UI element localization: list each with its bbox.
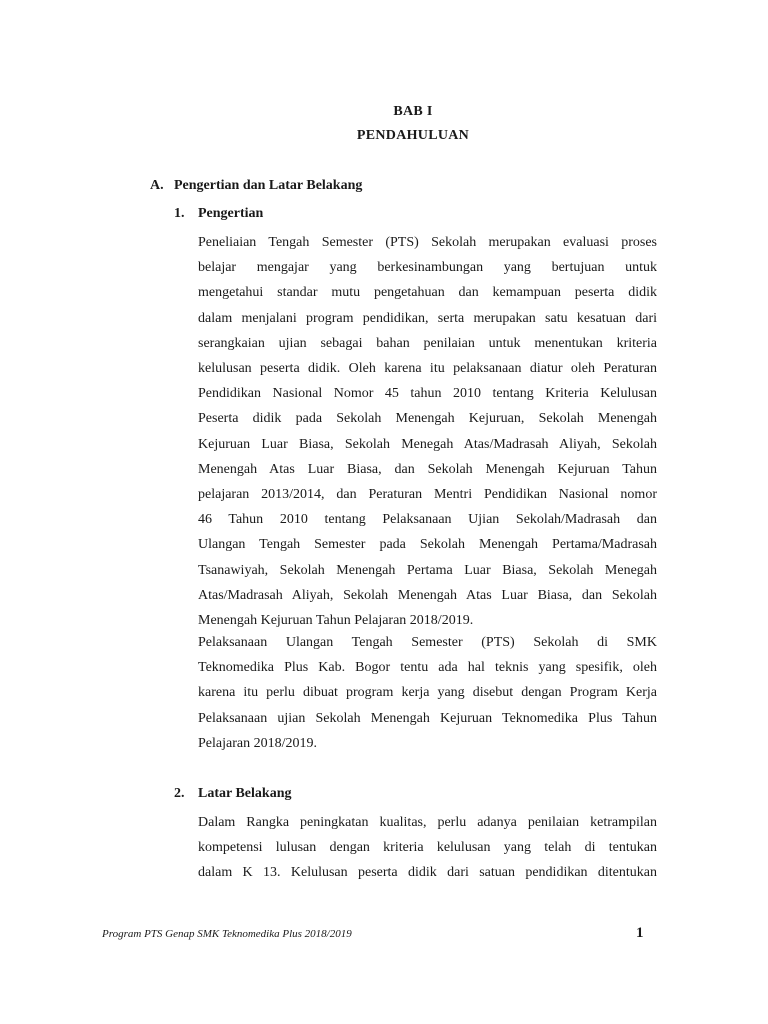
paragraph-pelaksanaan [198,630,657,756]
paragraph-line: kelulusan peserta didik. Oleh karena itu pelaksanaan diatur oleh Peraturan [198,361,657,377]
paragraph-line: Menengah Atas Luar Biasa, dan Sekolah Menengah Kejuruan Tahun [198,461,657,477]
paragraph-latar-belakang [198,810,657,886]
paragraph-line: Tsanawiyah, Sekolah Menengah Pertama Luar Biasa, Sekolah Menegah [198,562,657,578]
subsection-1-title: Pengertian [198,206,264,221]
paragraph-line: Peneliaian Tengah Semester (PTS) Sekolah merupakan evaluasi proses [198,235,657,250]
paragraph-line: pelajaran 2013/2014, dan Peraturan Mentri Pendidikan Nasional nomor [198,487,657,503]
section-a-number: A. [150,178,164,193]
paragraph-pengertian [198,230,657,633]
paragraph-line: 46 Tahun 2010 tentang Pelaksanaan Ujian Sekolah/Madrasah dan [198,512,657,528]
subsection-2-number: 2. [174,786,185,801]
paragraph-line: Pelaksanaan ujian Sekolah Menengah Kejuruan Teknomedika Plus Tahun [198,710,657,726]
chapter-title: PENDAHULUAN [356,128,470,143]
paragraph-line: Atas/Madrasah Aliyah, Sekolah Menengah Atas Luar Biasa, dan Sekolah [198,587,657,603]
paragraph-line: Dalam Rangka peningkatan kualitas, perlu adanya penilaian ketrampilan [198,815,657,830]
section-a-heading [150,178,362,194]
page-footer: Program PTS Genap SMK Teknomedika Plus 2018/2019 [102,928,352,940]
paragraph-line: Menengah Kejuruan Tahun Pelajaran 2018/2019. [198,613,474,629]
paragraph-line: Teknomedika Plus Kab. Bogor tentu ada hal teknis yang spesifik, oleh [198,660,657,676]
paragraph-line: Kejuruan Luar Biasa, Sekolah Menegah Atas/Madrasah Aliyah, Sekolah [198,436,657,452]
paragraph-line: Ulangan Tengah Semester pada Sekolah Menengah Pertama/Madrasah [198,537,657,553]
subsection-1-number: 1. [174,206,185,221]
paragraph-line: belajar mengajar yang berkesinambungan yang bertujuan untuk [198,260,657,276]
page-number: 1 [636,925,644,941]
subsection-2-heading [174,786,291,802]
paragraph-line: Pelajaran 2018/2019. [198,735,317,751]
paragraph-line: mengetahui standar mutu pengetahuan dan kemampuan peserta didik [198,285,657,301]
paragraph-line: Peserta didik pada Sekolah Menengah Kejuruan, Sekolah Menengah [198,411,657,427]
paragraph-line: serangkaian ujian sebagai bahan penilaian untuk menentukan kriteria [198,335,657,351]
paragraph-line: Pelaksanaan Ulangan Tengah Semester (PTS) Sekolah di SMK [198,635,657,650]
paragraph-line: dalam menjalani program pendidikan, serta merupakan satu kesatuan dari [198,310,657,326]
paragraph-line: karena itu perlu dibuat program kerja yang disebut dengan Program Kerja [198,685,657,701]
chapter-number: BAB I [393,104,433,119]
subsection-1-heading [174,206,263,222]
paragraph-line: dalam K 13. Kelulusan peserta didik dari satuan pendidikan ditentukan [198,865,657,881]
section-a-title: Pengertian dan Latar Belakang [174,178,363,193]
subsection-2-title: Latar Belakang [198,786,292,801]
paragraph-line: kompetensi lulusan dengan kriteria kelulusan yang telah di tentukan [198,840,657,856]
paragraph-line: Pendidikan Nasional Nomor 45 tahun 2010 tentang Kriteria Kelulusan [198,386,657,402]
